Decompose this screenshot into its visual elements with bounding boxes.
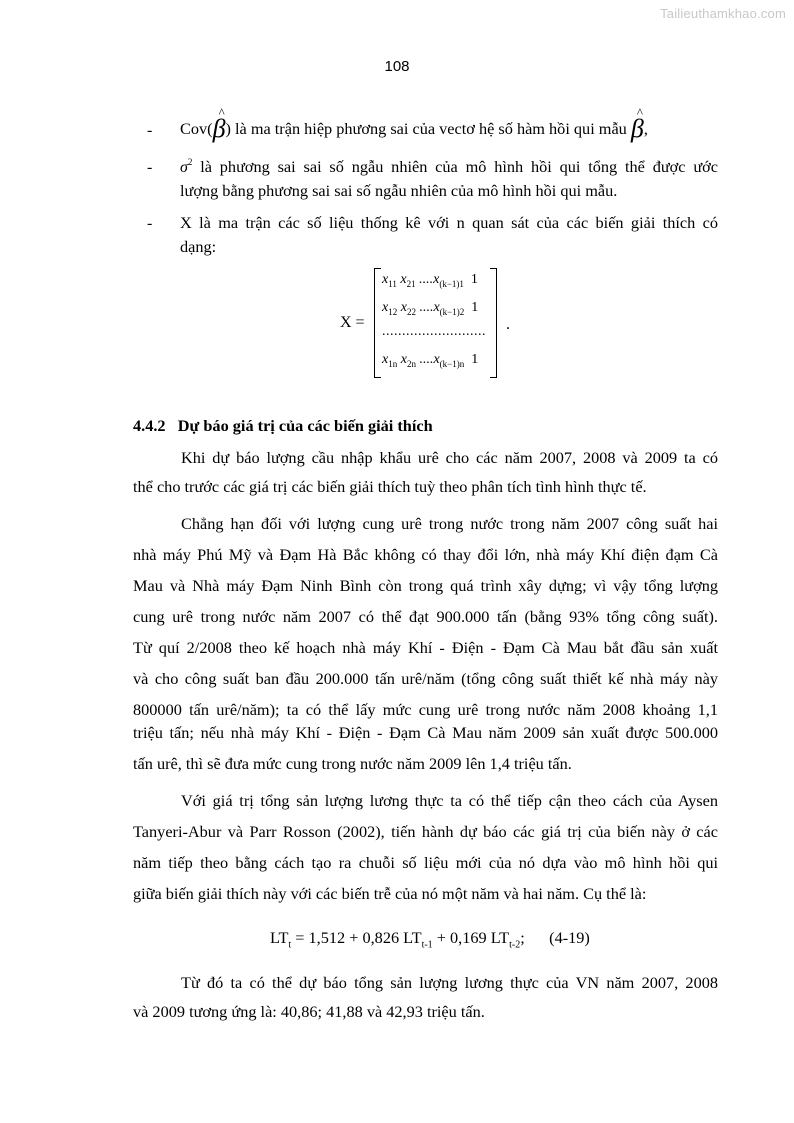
bullet-x-line1: X là ma trận các số liệu thống kê với n quan sát của các biến giải thích có <box>180 213 718 232</box>
page-number: 108 <box>384 58 410 75</box>
paragraph-line: năm tiếp theo bằng cách tạo ra chuỗi số liệu mới của nó dựa vào mô hình hồi qui <box>133 853 718 872</box>
subscript: t-1 <box>421 939 433 951</box>
bullet-dash: - <box>147 215 153 232</box>
paragraph-line: cung urê trong nước năm 2007 có thể đạt 900.000 tấn (bằng 93% tổng công suất). <box>133 607 718 626</box>
bullet-x-line2: dạng: <box>180 237 217 256</box>
bullet-sigma-line1 <box>180 157 718 177</box>
paragraph-line: và 2009 tương ứng là: 40,86; 41,88 và 42,93 triệu tấn. <box>133 1002 485 1021</box>
sigma-symbol: σ <box>180 159 188 176</box>
text: ; <box>520 928 525 947</box>
text: là phương sai sai số ngẫu nhiên của mô hình hồi qui tổng thể được ước <box>192 157 718 176</box>
watermark: Tailieuthamkhao.com <box>660 6 786 21</box>
paragraph-line: Tanyeri-Abur và Parr Rosson (2002), tiến hành dự báo các giá trị của biến này ở các <box>133 822 718 841</box>
section-title: Dự báo giá trị của các biến giải thích <box>177 416 433 435</box>
bullet-dash: - <box>147 122 153 139</box>
right-bracket <box>490 268 497 378</box>
paragraph-line: giữa biến giải thích này với các biến trễ của nó một năm và hai năm. Cụ thể là: <box>133 884 647 903</box>
matrix-lhs: X = <box>340 314 365 331</box>
section-number: 4.4.2 <box>133 416 166 435</box>
matrix-filler-row: .......................... <box>382 324 486 339</box>
text: ) là ma trận hiệp phương sai của vectơ hệ số hàm hồi qui mẫu <box>225 119 631 138</box>
paragraph-line: Mau và Nhà máy Đạm Ninh Bình còn trong quá trình xây dựng; vì vậy tổng lượng <box>133 576 718 595</box>
beta-hat-symbol: ^ β <box>213 119 226 139</box>
beta-hat-symbol: ^ β <box>631 119 644 139</box>
paragraph-line: 800000 tấn urê/năm); ta có thể lấy mức cung urê trong nước năm 2008 khoảng 1,1 <box>133 700 718 719</box>
bullet-cov-beta <box>180 114 718 143</box>
paragraph-line: Với giá trị tổng sản lượng lương thực ta có thể tiếp cận theo cách của Aysen <box>181 791 718 810</box>
bullet-sigma-line2: lượng bằng phương sai sai số ngẫu nhiên của mô hình hồi qui mẫu. <box>180 181 618 200</box>
paragraph-line: nhà máy Phú Mỹ và Đạm Hà Bắc không có thay đổi lớn, nhà máy Khí điện đạm Cà <box>133 545 718 564</box>
matrix-row: $x_{12}$ $x_{22}$ $....x_{(k-1)2}$ 1 <box>382 300 479 317</box>
paragraph-line: Chẳng hạn đối với lượng cung urê trong nước trong năm 2007 công suất hai <box>181 514 718 533</box>
paragraph-line: và cho công suất ban đầu 200.000 tấn urê/năm (tổng công suất thiết kế nhà máy này <box>133 669 718 688</box>
bullet-dash: - <box>147 159 153 176</box>
left-bracket <box>374 268 381 378</box>
text: Cov( <box>180 119 213 138</box>
matrix-period: . <box>506 316 510 333</box>
paragraph-line: thể cho trước các giá trị các biến giải thích tuỳ theo phân tích tình hình thực tế. <box>133 477 647 496</box>
paragraph-line: Từ đó ta có thể dự báo tổng sản lượng lương thực của VN năm 2007, 2008 <box>181 973 718 992</box>
paragraph-line: triệu tấn; nếu nhà máy Khí - Điện - Đạm Cà Mau năm 2009 sản xuất được 500.000 <box>133 723 718 742</box>
paragraph-line: Khi dự báo lượng cầu nhập khẩu urê cho các năm 2007, 2008 và 2009 ta có <box>181 448 718 467</box>
subscript: t <box>288 939 292 951</box>
superscript: 2 <box>187 157 193 167</box>
paragraph-line: tấn urê, thì sẽ đưa mức cung trong nước năm 2009 lên 1,4 triệu tấn. <box>133 754 572 773</box>
paragraph-line: Từ quí 2/2008 theo kế hoạch nhà máy Khí - Điện - Đạm Cà Mau bắt đầu sản xuất <box>133 638 718 657</box>
text: , <box>643 119 648 138</box>
matrix-x <box>340 268 530 383</box>
matrix-row: $x_{1n}$ $x_{2n}$ $....x_{(k-1)n}$ 1 <box>382 352 479 369</box>
equation-label: (4-19) <box>549 928 590 947</box>
text: LT <box>270 928 289 947</box>
text: = 1,512 + 0,826 LT <box>291 928 422 947</box>
matrix-row: $x_{11}$ $x_{21}$ $....x_{(k-1)1}$ 1 <box>382 272 478 289</box>
section-heading <box>133 416 433 436</box>
text: + 0,169 LT <box>432 928 510 947</box>
subscript: t-2 <box>509 939 521 951</box>
formula-4-19 <box>270 928 590 950</box>
